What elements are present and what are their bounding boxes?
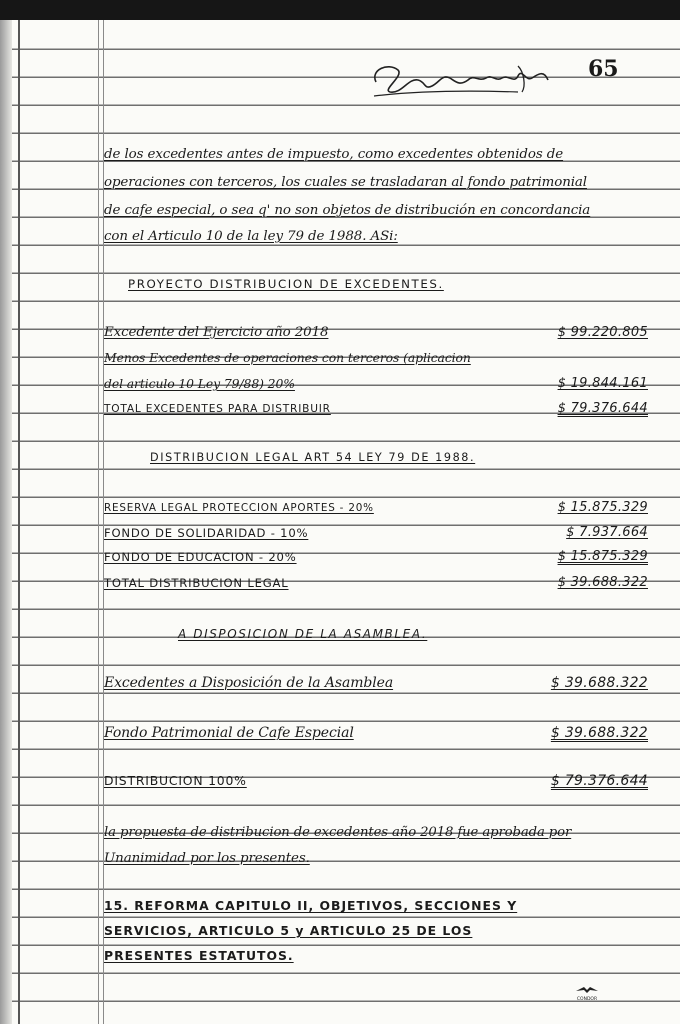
svg-text:CONDOR: CONDOR	[576, 997, 598, 1001]
row-amount: $ 15.875.329	[557, 549, 648, 564]
row-label: FONDO DE EDUCACION - 20%	[104, 550, 297, 564]
row-total-distribucion-legal	[104, 572, 664, 594]
row-amount: $ 99.220.805	[557, 325, 648, 340]
row-amount: $ 39.688.322	[557, 575, 648, 590]
approval-line-2: Unanimidad por los presentes.	[104, 851, 310, 866]
intro-line-4: con el Articulo 10 de la ley 79 de 1988. ASi:	[104, 229, 398, 244]
intro-line-3: de cafe especial, o sea q' no son objetos de distribución en concordancia	[104, 203, 591, 218]
row-label: FONDO DE SOLIDARIDAD - 10%	[104, 526, 309, 540]
page-number: 65	[588, 56, 619, 82]
row-distribucion-total	[104, 770, 664, 792]
row-fondo-educacion	[104, 546, 664, 568]
row-label: Excedente del Ejercicio año 2018	[104, 325, 329, 340]
item-15-line-3: PRESENTES ESTATUTOS.	[104, 948, 294, 963]
row-reserva-legal	[104, 497, 664, 519]
item-15-line-1: 15. REFORMA CAPITULO II, OBJETIVOS, SECCIONES Y	[104, 898, 518, 913]
row-label: RESERVA LEGAL PROTECCION APORTES - 20%	[104, 502, 374, 514]
row-amount: $ 79.376.644	[557, 401, 648, 416]
scan-top-border	[0, 0, 680, 20]
row-label: del articulo 10 Ley 79/88) 20%	[104, 376, 295, 391]
row-menos-excedentes	[104, 373, 664, 395]
row-amount: $ 7.937.664	[566, 525, 648, 540]
row-amount: $ 15.875.329	[557, 500, 648, 515]
row-label: TOTAL EXCEDENTES PARA DISTRIBUIR	[104, 403, 331, 415]
row-amount: $ 39.688.322	[550, 675, 648, 691]
row-fondo-solidaridad	[104, 522, 664, 544]
item-15-line-2: SERVICIOS, ARTICULO 5 y ARTICULO 25 DE LOS	[104, 923, 473, 938]
signature-icon	[368, 52, 558, 100]
row-amount: $ 19.844.161	[557, 376, 648, 391]
intro-line-1: de los excedentes antes de impuesto, como excedentes obtenidos de	[104, 147, 564, 162]
row-menos-excedentes-line1: Menos Excedentes de operaciones con terceros (aplicacion	[104, 350, 471, 365]
heading-disposicion-asamblea: A DISPOSICION DE LA ASAMBLEA.	[178, 627, 428, 641]
heading-proyecto-distribucion: PROYECTO DISTRIBUCION DE EXCEDENTES.	[128, 277, 444, 291]
row-label: Fondo Patrimonial de Cafe Especial	[104, 725, 354, 741]
row-excedentes-asamblea	[104, 672, 664, 694]
intro-line-2: operaciones con terceros, los cuales se trasladaran al fondo patrimonial	[104, 175, 587, 190]
row-amount: $ 39.688.322	[550, 725, 648, 741]
condor-logo-icon	[572, 983, 602, 1001]
heading-distribucion-legal: DISTRIBUCION LEGAL ART 54 LEY 79 DE 1988.	[150, 451, 476, 464]
row-total-excedentes	[104, 398, 664, 420]
margin-rule-1	[98, 20, 99, 1024]
row-label: Excedentes a Disposición de la Asamblea	[104, 675, 394, 691]
row-fondo-patrimonial	[104, 722, 664, 744]
row-label: DISTRIBUCION 100%	[104, 773, 247, 788]
binding-shadow	[0, 20, 12, 1024]
row-label: TOTAL DISTRIBUCION LEGAL	[104, 576, 289, 590]
left-margin-rule	[18, 20, 20, 1024]
row-excedente-ejercicio	[104, 322, 664, 344]
row-amount: $ 79.376.644	[550, 773, 648, 789]
approval-line-1: la propuesta de distribucion de excedentes año 2018 fue aprobada por	[104, 825, 572, 840]
